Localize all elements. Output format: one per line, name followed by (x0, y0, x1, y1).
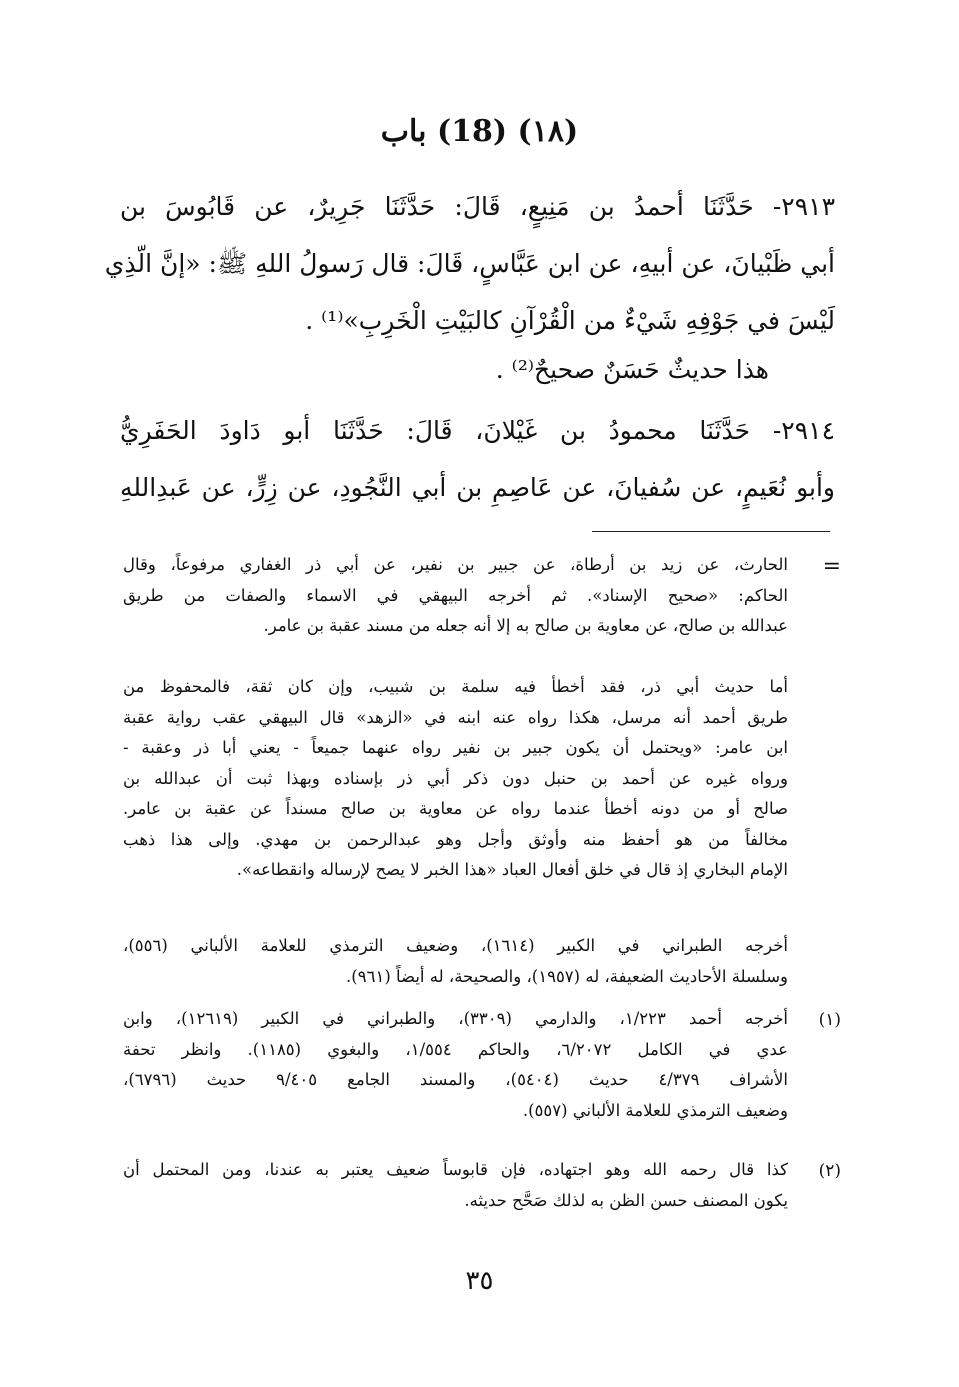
hadith-line: وأبو نُعَيمٍ، عن سُفيانَ، عن عَاصِمِ بن أبي النَّجُودِ، عن زِرٍّ، عن عَبدِاللهِ (120, 473, 835, 502)
footnote-2 (123, 1155, 788, 1216)
footnote-paragraph (123, 672, 788, 886)
footnote-line: وسلسلة الأحاديث الضعيفة، له (١٩٥٧)، والصحيحة، له أيضاً (٩٦١). (346, 966, 788, 986)
footnote-paragraph (123, 931, 788, 992)
hadith-2914 (120, 402, 835, 516)
footnote-line: عبدالله بن صالح، عن معاوية بن صالح به إلا أنه جعله من مسند عقبة بن عامر. (263, 616, 788, 635)
footnote-line: الأشراف ٤/٣٧٩ حديث (٥٤٠٤)، والمسند الجامع ٩/٤٠٥ حديث (٦٧٩٦)، (123, 1070, 788, 1089)
footnote-continuation (123, 550, 788, 642)
footnote-line: كذا قال رحمه الله وهو اجتهاده، فإن قابوساً ضعيف يعتبر به عندنا، ومن المحتمل أن (123, 1160, 788, 1179)
footnote-line: ابن عامر: «ويحتمل أن يكون جبير بن نفير رواه عنهما جميعاً - يعني أبا ذر وعقبة - (123, 738, 788, 757)
footnote-1 (123, 1004, 788, 1126)
footnote-line: الحاكم: «صحيح الإسناد». ثم أخرجه البيهقي في الاسماء والصفات من طريق (123, 585, 788, 605)
hadith-line: ٢٩١٤- حَدَّثَنَا محمودُ بن غَيْلانَ، قَالَ: حَدَّثَنَا أبو دَاودَ الحَفَرِيُّ (120, 416, 835, 445)
footnote-continuation-marker: = (822, 554, 841, 579)
footnote-line: طريق أحمد أنه مرسل، هكذا رواه عنه ابنه في «الزهد» قال البيهقي عقب رواية عقبة (123, 707, 788, 727)
footnote-line: أخرجه أحمد ١/٢٢٣، والدارمي (٣٣٠٩)، والطبراني في الكبير (١٢٦١٩)، وابن (123, 1009, 788, 1028)
footnote-1-marker: (١) (818, 1010, 841, 1030)
hadith-line: لَيْسَ في جَوْفِهِ شَيْءٌ من الْقُرْآنِ كالبَيْتِ الْخَرِبِ»⁽¹⁾ . (305, 306, 835, 335)
hadith-line: ٢٩١٣- حَدَّثَنَا أحمدُ بن مَنِيعٍ، قَالَ: حَدَّثَنَا جَرِيرٌ، عن قَابُوسَ بن (120, 192, 835, 221)
footnote-divider (592, 531, 830, 532)
footnote-line: عدي في الكامل ٦/٢٠٧٢، والحاكم ١/٥٥٤، والبغوي (١١٨٥). وانظر تحفة (123, 1039, 788, 1059)
footnote-line: الإمام البخاري إذ قال في خلق أفعال العباد «هذا الخبر لا يصح لإرساله وانقطاعه». (236, 860, 788, 879)
hadith-line: أبي ظَبْيانَ، عن أبيهِ، عن ابن عَبَّاسٍ، قَالَ: قال رَسولُ اللهِ ﷺ: «إنَّ الّذِي (104, 249, 835, 278)
footnote-line: ورواه غيره عن أحمد بن حنبل دون ذكر أبي ذر بإسناده وبهذا ثبت أن عبدالله بن (123, 768, 788, 788)
hadith-2913 (104, 178, 835, 349)
hadith-verdict (169, 341, 769, 398)
chapter-title: (١٨) (18) باب (380, 114, 579, 149)
footnote-line: أخرجه الطبراني في الكبير (١٦١٤)، وضعيف الترمذي للعلامة الألباني (٥٥٦)، (123, 936, 788, 955)
page-number: ٣٥ (465, 1266, 494, 1296)
footnote-line: أما حديث أبي ذر، فقد أخطأ فيه سلمة بن شبيب، وإن كان ثقة، فالمحفوظ من (123, 677, 788, 696)
footnote-line: صالح أو من دونه أخطأ عندما رواه عن معاوية بن صالح مسنداً عن عقبة بن عامر. (123, 799, 788, 818)
verdict-line: هذا حديثٌ حَسَنٌ صحيحٌ⁽²⁾ . (495, 355, 769, 384)
footnote-line: وضعيف الترمذي للعلامة الألباني (٥٥٧). (522, 1100, 788, 1120)
footnote-line: مخالفاً من هو أحفظ منه وأوثق وأجل وهو عبدالرحمن بن مهدي. وإلى هذا ذهب (123, 829, 788, 849)
footnote-2-marker: (٢) (818, 1161, 841, 1181)
footnote-line: الحارث، عن زيد بن أرطاة، عن جبير بن نفير، عن أبي ذر الغفاري مرفوعاً، وقال (123, 555, 788, 574)
footnote-line: يكون المصنف حسن الظن به لذلك صَحَّح حديثه. (464, 1190, 788, 1210)
